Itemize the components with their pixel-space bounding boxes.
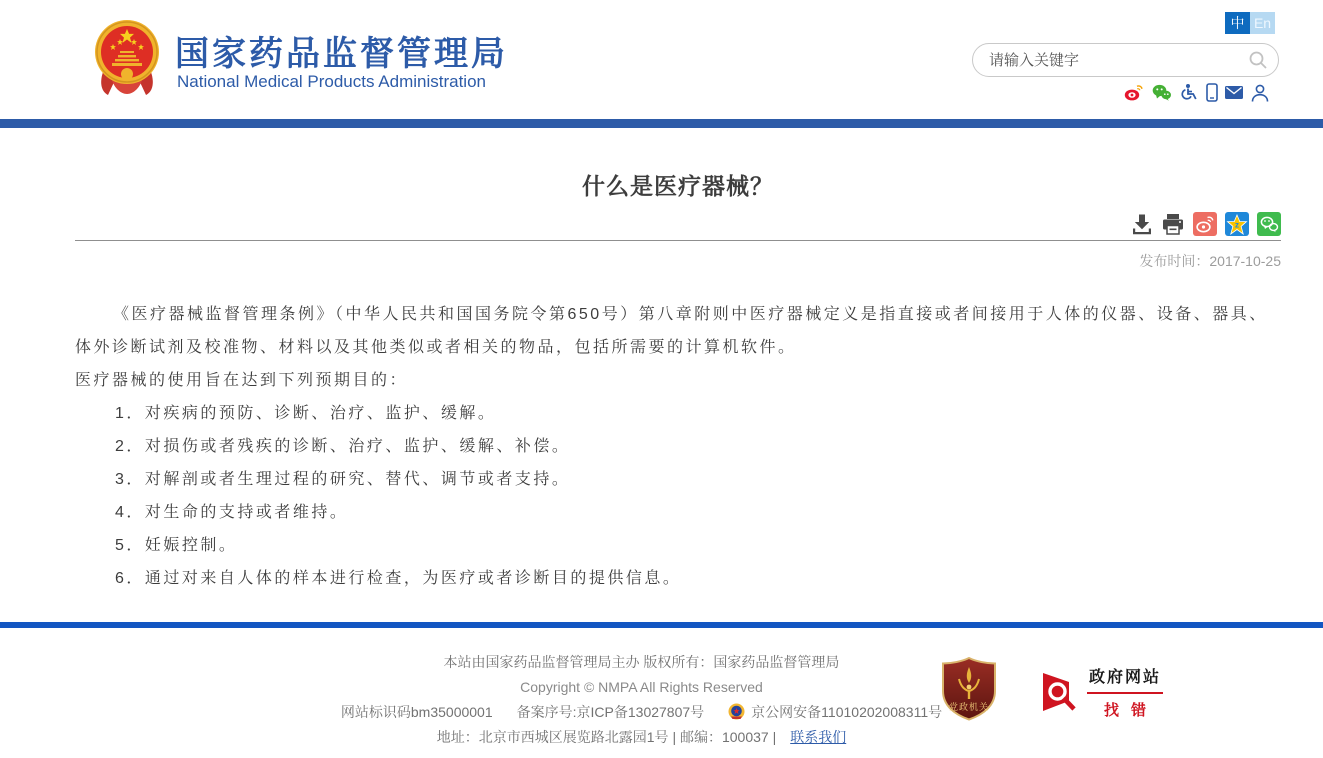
title-divider [75, 240, 1281, 241]
site-subtitle: National Medical Products Administration [177, 72, 486, 91]
download-icon[interactable] [1131, 213, 1153, 235]
purpose-list [115, 397, 1281, 595]
gov-site-error-report[interactable] [1041, 664, 1163, 720]
footer-top-line [0, 622, 1323, 628]
accessibility-icon[interactable] [1179, 83, 1198, 102]
list-item: 1．对疾病的预防、诊断、治疗、监护、缓解。 [115, 405, 497, 422]
svg-text:z: z [1235, 220, 1239, 230]
article-toolbar [1131, 212, 1281, 236]
publish-date: 发布时间：2017-10-25 [1139, 253, 1281, 269]
mobile-icon[interactable] [1206, 83, 1218, 102]
police-badge-icon [728, 703, 745, 720]
lang-zh-button[interactable]: 中 [1225, 12, 1250, 34]
search-box [972, 43, 1279, 77]
mail-icon[interactable] [1225, 86, 1243, 99]
weibo-icon[interactable] [1124, 84, 1144, 101]
site-title: 国家药品监督管理局 [175, 35, 508, 73]
address-text: 地址：北京市西城区展览路北露园1号 | 邮编：100037 | [436, 728, 777, 745]
article-body [75, 298, 1281, 595]
badge-text: 党政机关 [948, 702, 990, 712]
error-report-magnifier-icon [1041, 669, 1079, 715]
contact-us-link[interactable]: 联系我们 [790, 728, 847, 745]
security-number[interactable]: 京公网安备11010202008311号 [751, 703, 943, 720]
print-icon[interactable] [1161, 213, 1185, 235]
share-qzone-icon[interactable] [1225, 212, 1249, 236]
list-item: 4．对生命的支持或者维持。 [115, 504, 349, 521]
list-item: 2．对损伤或者残疾的诊断、治疗、监护、缓解、补偿。 [115, 438, 571, 455]
user-icon[interactable] [1251, 84, 1269, 102]
error-report-text [1087, 664, 1163, 720]
party-government-badge[interactable] [941, 657, 997, 726]
share-wechat-icon[interactable] [1257, 212, 1281, 236]
list-item: 5．妊娠控制。 [115, 537, 238, 554]
footer-address-line [0, 729, 1283, 744]
error-report-line2: 找错 [1104, 702, 1159, 719]
article-paragraph: 医疗器械的使用旨在达到下列预期目的： [75, 372, 409, 389]
search-input[interactable] [989, 52, 1248, 69]
article-content [75, 128, 1281, 587]
footer-host-line: 本站由国家药品监督管理局主办 版权所有：国家药品监督管理局 [443, 653, 840, 670]
article-paragraph: 《医疗器械监督管理条例》（中华人民共和国国务院令第650号）第八章附则中医疗器械定义是指直接或者间接用于人体的仪器、设备、器具、体外诊断试剂及校准物、材料以及其他类似或者相关的物品，包括所需要的计算机软件。 [75, 306, 1268, 356]
footer-copyright-line: Copyright © NMPA All Rights Reserved [520, 678, 763, 695]
list-item: 3．对解剖或者生理过程的研究、替代、调节或者支持。 [115, 471, 571, 488]
article-title: 什么是医疗器械？ [582, 173, 774, 199]
header-divider-band [0, 119, 1323, 128]
site-code: 网站标识码bm35000001 [340, 703, 493, 720]
national-emblem-logo [93, 14, 161, 107]
search-icon[interactable] [1248, 50, 1268, 70]
icp-number: 备案序号:京ICP备13027807号 [516, 703, 705, 720]
quick-icons-row [1124, 83, 1269, 102]
lang-en-button[interactable]: En [1250, 12, 1275, 34]
site-header [0, 0, 1323, 119]
list-item: 6．通过对来自人体的样本进行检查，为医疗或者诊断目的提供信息。 [115, 570, 682, 587]
wechat-icon[interactable] [1152, 84, 1172, 101]
language-toggle [1225, 12, 1275, 34]
share-weibo-icon[interactable] [1193, 212, 1217, 236]
error-report-line1: 政府网站 [1087, 664, 1163, 694]
